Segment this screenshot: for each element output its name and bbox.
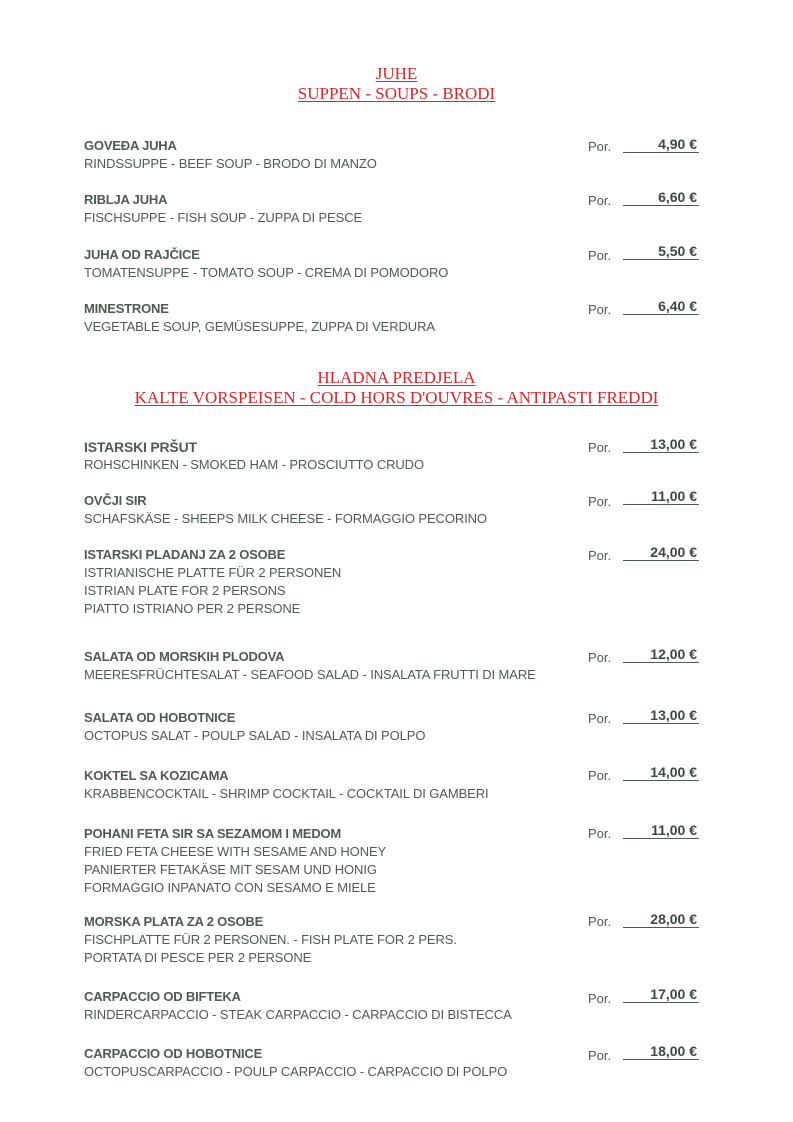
item-description: RINDSSUPPE - BEEF SOUP - BRODO DI MANZO (84, 156, 377, 171)
item-price: 28,00 € (623, 911, 699, 928)
item-description: ROHSCHINKEN - SMOKED HAM - PROSCIUTTO CRUDO (84, 457, 424, 472)
item-name: POHANI FETA SIR SA SEZAMOM I MEDOM (84, 826, 342, 841)
section-title-line: HLADNA PREDJELA (317, 368, 476, 387)
portion-label: Por. (588, 1048, 612, 1063)
item-description: FORMAGGIO INPANATO CON SESAMO E MIELE (84, 880, 376, 895)
item-description: SCHAFSKÄSE - SHEEPS MILK CHEESE - FORMAGGIO PECORINO (84, 511, 487, 526)
item-description: ISTRIAN PLATE FOR 2 PERSONS (84, 583, 286, 598)
item-price: 14,00 € (623, 764, 699, 781)
menu-item (84, 825, 544, 897)
item-description: PORTATA DI PESCE PER 2 PERSONE (84, 950, 312, 965)
item-name: CARPACCIO OD BIFTEKA (84, 989, 241, 1004)
portion-label: Por. (588, 650, 612, 665)
section-title-line: SUPPEN - SOUPS - BRODI (297, 84, 496, 103)
item-name: ISTARSKI PLADANJ ZA 2 OSOBE (84, 547, 286, 562)
item-description: KRABBENCOCKTAIL - SHRIMP COCKTAIL - COCKTAIL DI GAMBERI (84, 786, 489, 801)
item-description: TOMATENSUPPE - TOMATO SOUP - CREMA DI POMODORO (84, 265, 449, 280)
item-name: SALATA OD HOBOTNICE (84, 710, 236, 725)
item-name: GOVEĐA JUHA (84, 138, 177, 153)
item-name: OVČJI SIR (84, 493, 147, 508)
item-name: ISTARSKI PRŠUT (84, 439, 197, 455)
item-price: 13,00 € (623, 707, 699, 724)
menu-item (84, 492, 544, 528)
menu-item (84, 913, 544, 967)
portion-label: Por. (588, 494, 612, 509)
item-price: 17,00 € (623, 986, 699, 1003)
section-title-line: JUHE (375, 64, 418, 83)
item-name: RIBLJA JUHA (84, 192, 168, 207)
menu-item (84, 546, 544, 618)
portion-label: Por. (588, 768, 612, 783)
menu-item (84, 191, 544, 227)
menu-item (84, 648, 544, 684)
portion-label: Por. (588, 548, 612, 563)
menu-item (84, 246, 544, 282)
item-description: FISCHPLATTE FÜR 2 PERSONEN. - FISH PLATE FOR 2 PERS. (84, 932, 457, 947)
portion-label: Por. (588, 826, 612, 841)
item-description: RINDERCARPACCIO - STEAK CARPACCIO - CARPACCIO DI BISTECCA (84, 1007, 512, 1022)
item-price: 11,00 € (623, 822, 699, 839)
section-title-line: KALTE VORSPEISEN - COLD HORS D'OUVRES - ANTIPASTI FREDDI (134, 388, 659, 407)
item-description: MEERESFRÜCHTESALAT - SEAFOOD SALAD - INSALATA FRUTTI DI MARE (84, 667, 536, 682)
item-name: MORSKA PLATA ZA 2 OSOBE (84, 914, 264, 929)
menu-item (84, 137, 544, 173)
portion-label: Por. (588, 193, 612, 208)
menu-item (84, 438, 544, 474)
item-description: VEGETABLE SOUP, GEMÜSESUPPE, ZUPPA DI VERDURA (84, 319, 435, 334)
item-description: FISCHSUPPE - FISH SOUP - ZUPPA DI PESCE (84, 210, 363, 225)
item-name: CARPACCIO OD HOBOTNICE (84, 1046, 263, 1061)
item-price: 24,00 € (623, 544, 699, 561)
item-description: OCTOPUSCARPACCIO - POULP CARPACCIO - CARPACCIO DI POLPO (84, 1064, 508, 1079)
portion-label: Por. (588, 711, 612, 726)
item-description: FRIED FETA CHEESE WITH SESAME AND HONEY (84, 844, 387, 859)
portion-label: Por. (588, 991, 612, 1006)
portion-label: Por. (588, 248, 612, 263)
portion-label: Por. (588, 139, 612, 154)
item-price: 18,00 € (623, 1043, 699, 1060)
item-name: JUHA OD RAJČICE (84, 247, 200, 262)
item-price: 5,50 € (623, 243, 699, 260)
item-name: KOKTEL SA KOZICAMA (84, 768, 229, 783)
portion-label: Por. (588, 914, 612, 929)
item-price: 4,90 € (623, 136, 699, 153)
item-price: 11,00 € (623, 488, 699, 505)
item-description: PANIERTER FETAKÄSE MIT SESAM UND HONIG (84, 862, 377, 877)
item-price: 12,00 € (623, 646, 699, 663)
item-price: 6,60 € (623, 189, 699, 206)
item-description: OCTOPUS SALAT - POULP SALAD - INSALATA DI POLPO (84, 728, 426, 743)
portion-label: Por. (588, 440, 612, 455)
menu-item (84, 709, 544, 745)
section-title-cold-starters (0, 368, 793, 408)
item-name: SALATA OD MORSKIH PLODOVA (84, 649, 285, 664)
menu-item (84, 767, 544, 803)
item-price: 13,00 € (623, 436, 699, 453)
menu-item (84, 1045, 544, 1081)
item-price: 6,40 € (623, 298, 699, 315)
item-description: PIATTO ISTRIANO PER 2 PERSONE (84, 601, 301, 616)
item-description: ISTRIANISCHE PLATTE FÜR 2 PERSONEN (84, 565, 342, 580)
menu-item (84, 988, 544, 1024)
section-title-soups (0, 64, 793, 104)
portion-label: Por. (588, 302, 612, 317)
menu-item (84, 300, 544, 336)
item-name: MINESTRONE (84, 301, 169, 316)
